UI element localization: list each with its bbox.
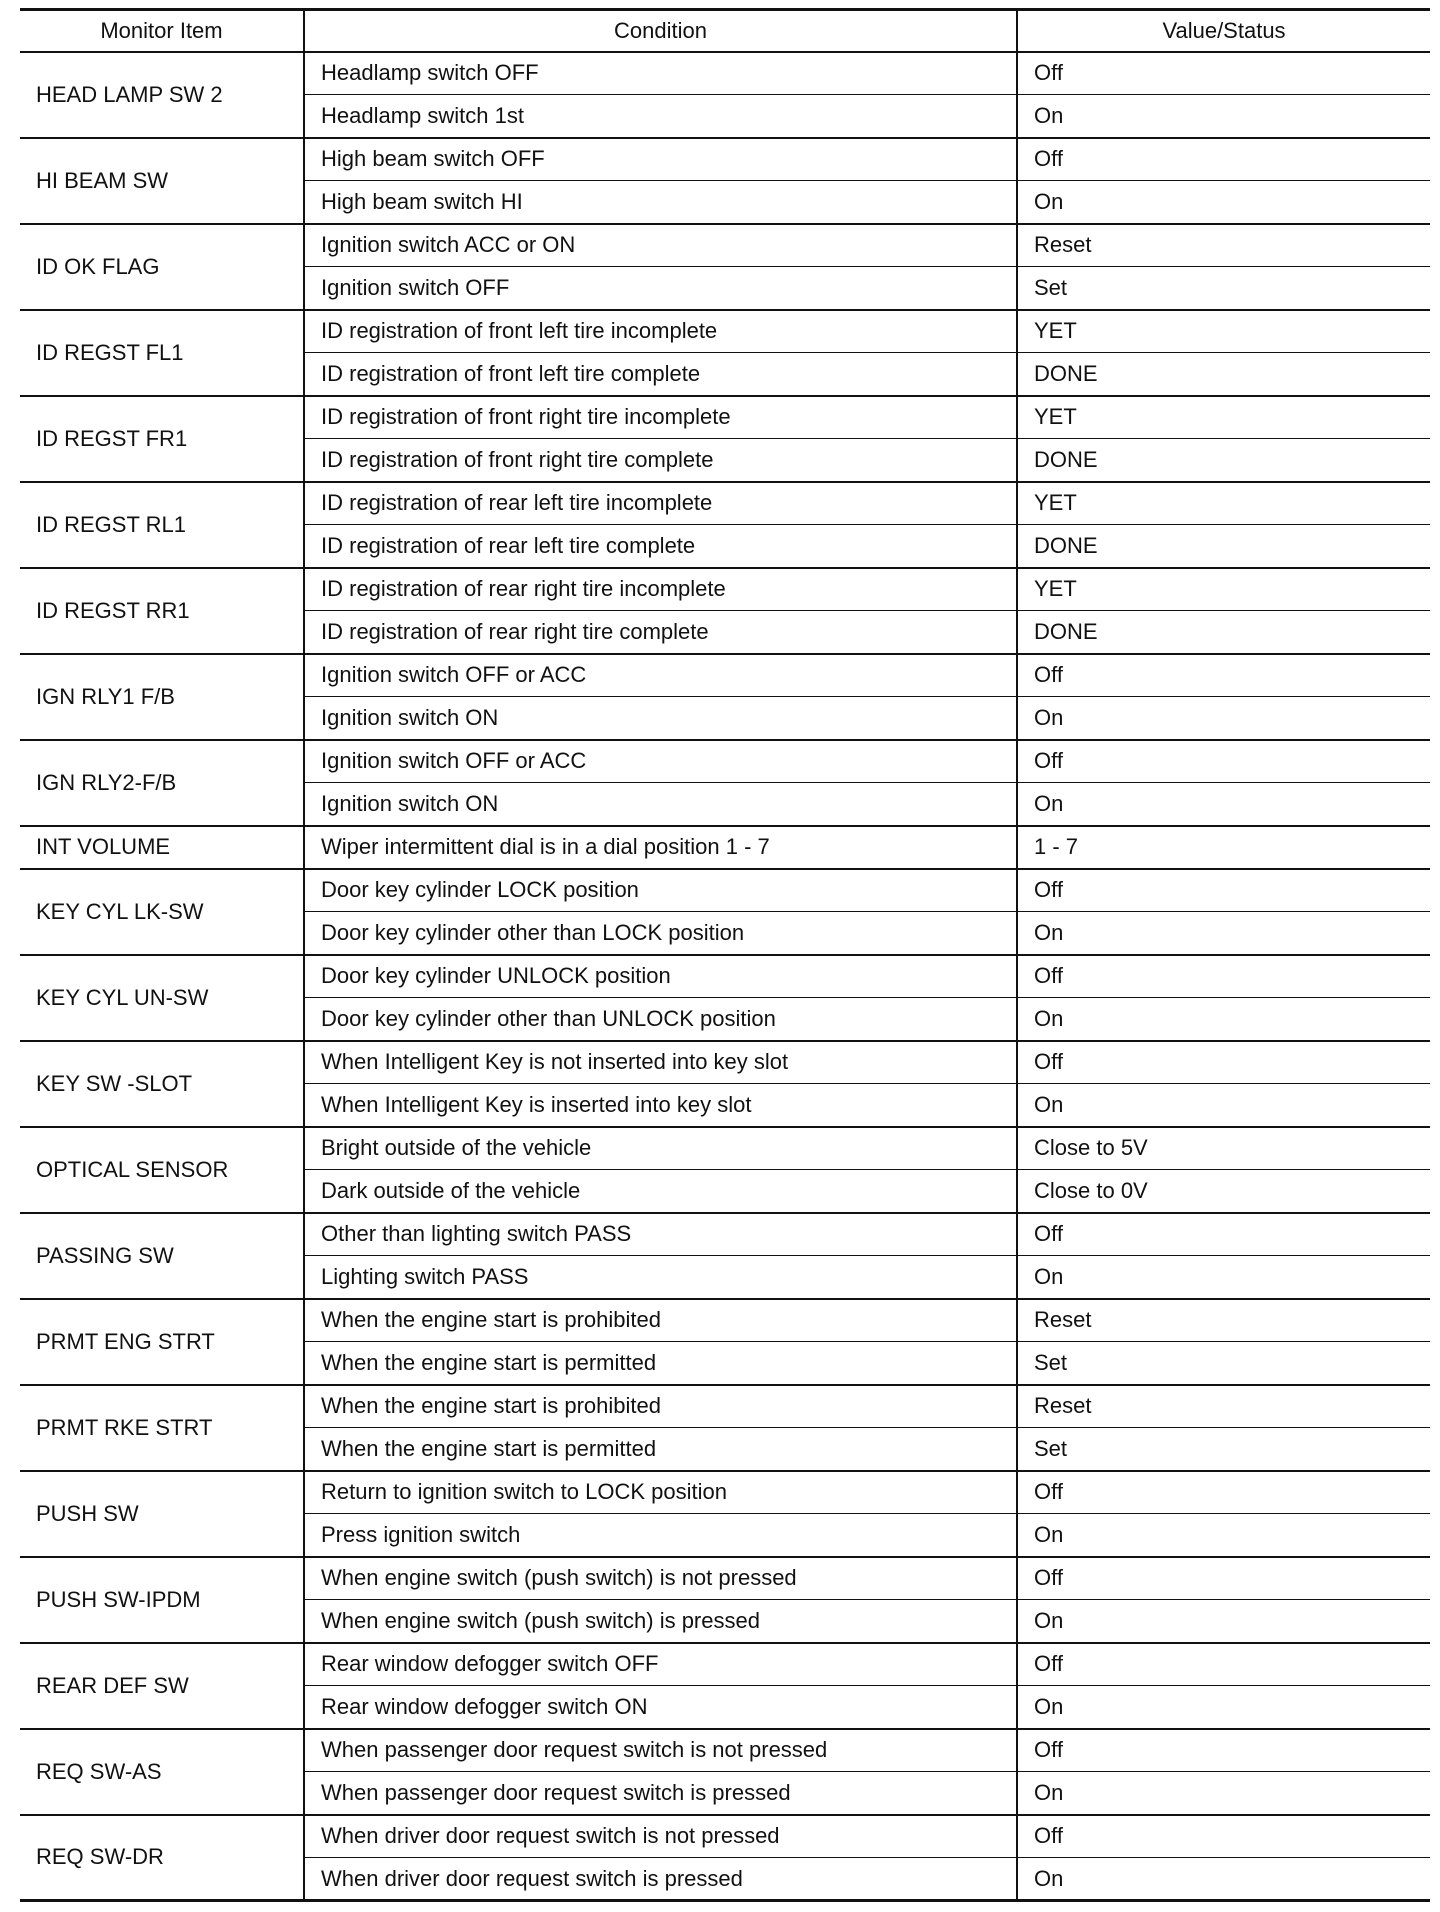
condition-cell: When the engine start is prohibited bbox=[304, 1385, 1017, 1428]
monitor-item-cell: PRMT ENG STRT bbox=[20, 1299, 304, 1385]
value-status-cell: YET bbox=[1017, 482, 1430, 525]
condition-cell: When the engine start is permitted bbox=[304, 1342, 1017, 1385]
table-row bbox=[20, 1729, 1430, 1772]
header-row bbox=[20, 10, 1430, 52]
monitor-item-cell: KEY CYL UN-SW bbox=[20, 955, 304, 1041]
condition-cell: Rear window defogger switch OFF bbox=[304, 1643, 1017, 1686]
table-row bbox=[20, 224, 1430, 267]
header-value-status: Value/Status bbox=[1017, 10, 1430, 52]
condition-cell: Ignition switch OFF or ACC bbox=[304, 740, 1017, 783]
table-row bbox=[20, 310, 1430, 353]
value-status-cell: On bbox=[1017, 697, 1430, 740]
value-status-cell: DONE bbox=[1017, 353, 1430, 396]
table-row bbox=[20, 138, 1430, 181]
value-status-cell: Close to 0V bbox=[1017, 1170, 1430, 1213]
monitor-table-sheet bbox=[20, 8, 1430, 1902]
condition-cell: ID registration of rear left tire complete bbox=[304, 525, 1017, 568]
value-status-cell: Off bbox=[1017, 1471, 1430, 1514]
value-status-cell: Off bbox=[1017, 1041, 1430, 1084]
value-status-cell: Off bbox=[1017, 1643, 1430, 1686]
value-status-cell: On bbox=[1017, 1084, 1430, 1127]
monitor-item-cell: PUSH SW bbox=[20, 1471, 304, 1557]
value-status-cell: On bbox=[1017, 912, 1430, 955]
table-row bbox=[20, 1127, 1430, 1170]
condition-cell: Door key cylinder other than UNLOCK position bbox=[304, 998, 1017, 1041]
monitor-item-cell: ID REGST RR1 bbox=[20, 568, 304, 654]
value-status-cell: Off bbox=[1017, 869, 1430, 912]
condition-cell: ID registration of rear right tire incomplete bbox=[304, 568, 1017, 611]
value-status-cell: Off bbox=[1017, 138, 1430, 181]
condition-cell: Ignition switch ON bbox=[304, 697, 1017, 740]
value-status-cell: On bbox=[1017, 95, 1430, 138]
monitor-item-cell: HEAD LAMP SW 2 bbox=[20, 52, 304, 138]
condition-cell: Ignition switch OFF or ACC bbox=[304, 654, 1017, 697]
monitor-item-cell: IGN RLY1 F/B bbox=[20, 654, 304, 740]
condition-cell: ID registration of rear left tire incomplete bbox=[304, 482, 1017, 525]
table-row bbox=[20, 654, 1430, 697]
table-row bbox=[20, 869, 1430, 912]
value-status-cell: Off bbox=[1017, 1729, 1430, 1772]
monitor-item-cell: PASSING SW bbox=[20, 1213, 304, 1299]
condition-cell: Return to ignition switch to LOCK position bbox=[304, 1471, 1017, 1514]
condition-cell: ID registration of front right tire complete bbox=[304, 439, 1017, 482]
value-status-cell: Off bbox=[1017, 654, 1430, 697]
monitor-item-cell: PRMT RKE STRT bbox=[20, 1385, 304, 1471]
table-row bbox=[20, 1815, 1430, 1858]
table-row bbox=[20, 1213, 1430, 1256]
condition-cell: Lighting switch PASS bbox=[304, 1256, 1017, 1299]
condition-cell: Bright outside of the vehicle bbox=[304, 1127, 1017, 1170]
value-status-cell: Off bbox=[1017, 1213, 1430, 1256]
condition-cell: Ignition switch OFF bbox=[304, 267, 1017, 310]
condition-cell: ID registration of front left tire incomplete bbox=[304, 310, 1017, 353]
value-status-cell: On bbox=[1017, 1256, 1430, 1299]
value-status-cell: Off bbox=[1017, 740, 1430, 783]
value-status-cell: YET bbox=[1017, 310, 1430, 353]
condition-cell: When Intelligent Key is inserted into key slot bbox=[304, 1084, 1017, 1127]
condition-cell: Wiper intermittent dial is in a dial position 1 - 7 bbox=[304, 826, 1017, 869]
table-row bbox=[20, 1557, 1430, 1600]
table-header bbox=[20, 10, 1430, 52]
condition-cell: Ignition switch ON bbox=[304, 783, 1017, 826]
table-row bbox=[20, 955, 1430, 998]
value-status-cell: Reset bbox=[1017, 1385, 1430, 1428]
monitor-item-cell: ID REGST FR1 bbox=[20, 396, 304, 482]
table-row bbox=[20, 740, 1430, 783]
value-status-cell: DONE bbox=[1017, 525, 1430, 568]
value-status-cell: On bbox=[1017, 1858, 1430, 1901]
value-status-cell: On bbox=[1017, 1514, 1430, 1557]
value-status-cell: YET bbox=[1017, 396, 1430, 439]
condition-cell: When the engine start is permitted bbox=[304, 1428, 1017, 1471]
condition-cell: When driver door request switch is pressed bbox=[304, 1858, 1017, 1901]
condition-cell: When engine switch (push switch) is not pressed bbox=[304, 1557, 1017, 1600]
value-status-cell: Off bbox=[1017, 955, 1430, 998]
value-status-cell: Reset bbox=[1017, 224, 1430, 267]
value-status-cell: DONE bbox=[1017, 611, 1430, 654]
table-row bbox=[20, 396, 1430, 439]
monitor-item-cell: ID OK FLAG bbox=[20, 224, 304, 310]
value-status-cell: Reset bbox=[1017, 1299, 1430, 1342]
value-status-cell: Close to 5V bbox=[1017, 1127, 1430, 1170]
condition-cell: When passenger door request switch is pressed bbox=[304, 1772, 1017, 1815]
condition-cell: When driver door request switch is not pressed bbox=[304, 1815, 1017, 1858]
header-condition: Condition bbox=[304, 10, 1017, 52]
value-status-cell: Off bbox=[1017, 1557, 1430, 1600]
table-row bbox=[20, 568, 1430, 611]
condition-cell: ID registration of front right tire incomplete bbox=[304, 396, 1017, 439]
condition-cell: Other than lighting switch PASS bbox=[304, 1213, 1017, 1256]
monitor-item-cell: REQ SW-DR bbox=[20, 1815, 304, 1901]
monitor-item-cell: REAR DEF SW bbox=[20, 1643, 304, 1729]
value-status-cell: DONE bbox=[1017, 439, 1430, 482]
monitor-table bbox=[20, 8, 1430, 1902]
monitor-item-cell: HI BEAM SW bbox=[20, 138, 304, 224]
value-status-cell: On bbox=[1017, 1772, 1430, 1815]
table-row bbox=[20, 1385, 1430, 1428]
value-status-cell: Set bbox=[1017, 1428, 1430, 1471]
monitor-item-cell: ID REGST FL1 bbox=[20, 310, 304, 396]
value-status-cell: On bbox=[1017, 1600, 1430, 1643]
table-row bbox=[20, 1643, 1430, 1686]
value-status-cell: On bbox=[1017, 1686, 1430, 1729]
header-monitor-item: Monitor Item bbox=[20, 10, 304, 52]
monitor-item-cell: KEY CYL LK-SW bbox=[20, 869, 304, 955]
condition-cell: Door key cylinder UNLOCK position bbox=[304, 955, 1017, 998]
value-status-cell: Off bbox=[1017, 1815, 1430, 1858]
value-status-cell: On bbox=[1017, 998, 1430, 1041]
condition-cell: Door key cylinder LOCK position bbox=[304, 869, 1017, 912]
condition-cell: Ignition switch ACC or ON bbox=[304, 224, 1017, 267]
table-row bbox=[20, 1299, 1430, 1342]
condition-cell: Dark outside of the vehicle bbox=[304, 1170, 1017, 1213]
monitor-item-cell: PUSH SW-IPDM bbox=[20, 1557, 304, 1643]
condition-cell: Door key cylinder other than LOCK position bbox=[304, 912, 1017, 955]
condition-cell: When passenger door request switch is not pressed bbox=[304, 1729, 1017, 1772]
monitor-item-cell: OPTICAL SENSOR bbox=[20, 1127, 304, 1213]
value-status-cell: Set bbox=[1017, 267, 1430, 310]
monitor-item-cell: IGN RLY2-F/B bbox=[20, 740, 304, 826]
monitor-item-cell: KEY SW -SLOT bbox=[20, 1041, 304, 1127]
monitor-item-cell: INT VOLUME bbox=[20, 826, 304, 869]
table-row bbox=[20, 1041, 1430, 1084]
value-status-cell: On bbox=[1017, 783, 1430, 826]
value-status-cell: On bbox=[1017, 181, 1430, 224]
table-row bbox=[20, 1471, 1430, 1514]
condition-cell: ID registration of rear right tire complete bbox=[304, 611, 1017, 654]
condition-cell: High beam switch OFF bbox=[304, 138, 1017, 181]
condition-cell: Press ignition switch bbox=[304, 1514, 1017, 1557]
value-status-cell: 1 - 7 bbox=[1017, 826, 1430, 869]
value-status-cell: Set bbox=[1017, 1342, 1430, 1385]
table-row bbox=[20, 482, 1430, 525]
monitor-item-cell: REQ SW-AS bbox=[20, 1729, 304, 1815]
value-status-cell: YET bbox=[1017, 568, 1430, 611]
condition-cell: When the engine start is prohibited bbox=[304, 1299, 1017, 1342]
condition-cell: When engine switch (push switch) is pressed bbox=[304, 1600, 1017, 1643]
condition-cell: When Intelligent Key is not inserted into key slot bbox=[304, 1041, 1017, 1084]
table-row bbox=[20, 52, 1430, 95]
table-row bbox=[20, 826, 1430, 869]
condition-cell: Headlamp switch OFF bbox=[304, 52, 1017, 95]
table-body bbox=[20, 52, 1430, 1901]
condition-cell: Rear window defogger switch ON bbox=[304, 1686, 1017, 1729]
condition-cell: Headlamp switch 1st bbox=[304, 95, 1017, 138]
value-status-cell: Off bbox=[1017, 52, 1430, 95]
monitor-item-cell: ID REGST RL1 bbox=[20, 482, 304, 568]
condition-cell: High beam switch HI bbox=[304, 181, 1017, 224]
condition-cell: ID registration of front left tire complete bbox=[304, 353, 1017, 396]
